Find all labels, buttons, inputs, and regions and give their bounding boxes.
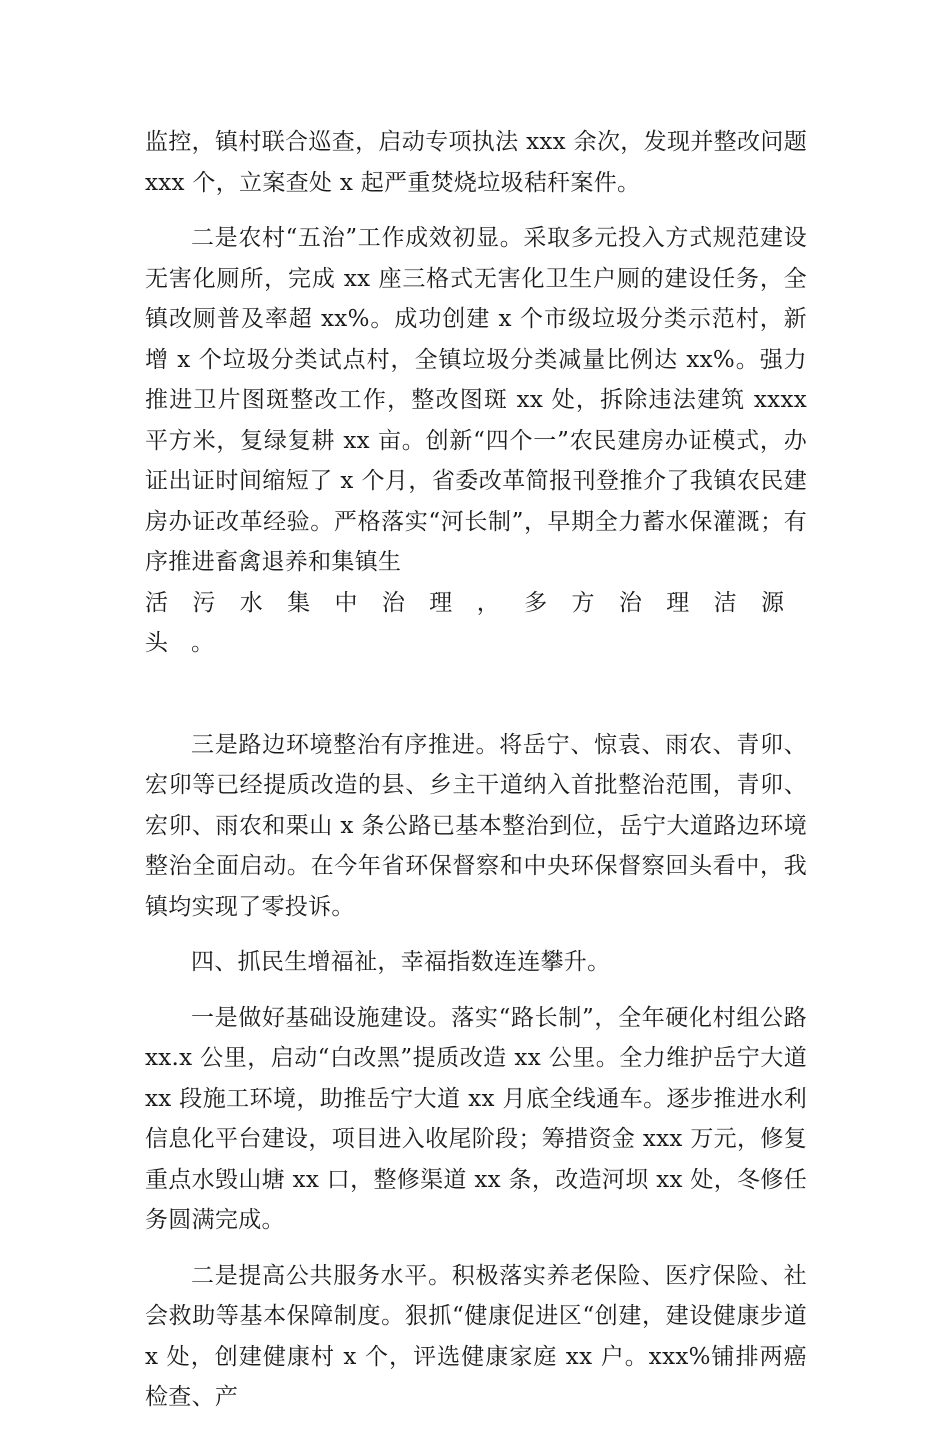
paragraph-rural-governance: 二是农村“五治”工作成效初显。采取多元投入方式规范建设无害化厕所，完成 xx 座三格式无害化卫生户厕的建设任务，全镇改厕普及率超 xx%。成功创建 x 个市级垃圾分类示范村，新增 x 个垃圾分类试点村，全镇垃圾分类减量比例达 xx%。强力推进卫片图斑整改工作，整改图斑 xx 处，拆除违法建筑 xxxx 平方米，复绿复耕 xx 亩。创新“四个一”农民建房办证模式，办证出证时间缩短了 x 个月，省委改革简报刊登推介了我镇农民建房办证改革经验。严格落实“河长制”，早期全力蓄水保灌溉；有序推进畜禽退养和集镇生 <box>145 225 807 575</box>
paragraph-infrastructure: 一是做好基础设施建设。落实“路长制”，全年硬化村组公路 xx.x 公里，启动“白改黑”提质改造 xx 公里。全力维护岳宁大道 xx 段施工环境，助推岳宁大道 xx 月底全线通车。逐步推进水利信息化平台建设，项目进入收尾阶段；筹措资金 xxx 万元，修复重点水毁山塘 xx 口，整修渠道 xx 条，改造河坝 xx 处，冬修任务圆满完成。 <box>145 1004 807 1233</box>
blank-gap <box>145 679 807 725</box>
paragraph-continuation: 监控，镇村联合巡查，启动专项执法 xxx 余次，发现并整改问题 xxx 个，立案查处 x 起严重焚烧垃圾秸秆案件。 <box>145 129 807 196</box>
paragraph-rural-governance-last-line: 活污水集中治理，多方治理洁源头。 <box>145 589 807 656</box>
section-heading-livelihood: 四、抓民生增福祉，幸福指数连连攀升。 <box>191 949 611 975</box>
paragraph-public-services: 二是提高公共服务水平。积极落实养老保险、医疗保险、社会救助等基本保障制度。狠抓“健康促进区“创建，建设健康步道 x 处，创建健康村 x 个，评选健康家庭 xx 户。xxx%铺排两癌检查、产 <box>145 1262 807 1410</box>
document-body <box>145 122 807 1433</box>
paragraph-roadside-environment: 三是路边环境整治有序推进。将岳宁、惊袁、雨农、青卯、宏卯等已经提质改造的县、乡主干道纳入首批整治范围，青卯、宏卯、雨农和栗山 x 条公路已基本整治到位，岳宁大道路边环境整治全面启动。在今年省环保督察和中央环保督察回头看中，我镇均实现了零投诉。 <box>145 731 807 920</box>
